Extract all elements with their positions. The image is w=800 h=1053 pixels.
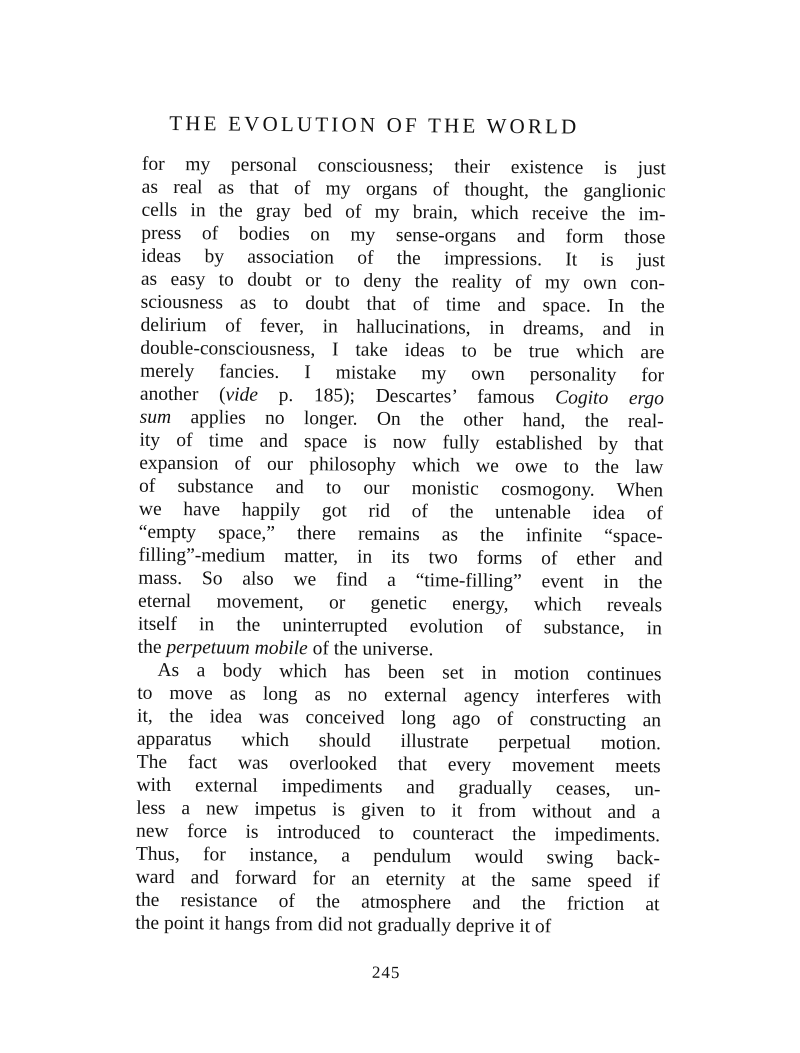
text-run: as real as that of my organs of thought, the ganglionic	[141, 176, 666, 203]
text-run: less a new impetus is given to it from without and a	[136, 797, 661, 824]
text-run: it, the idea was conceived long ago of constructing an	[137, 705, 662, 732]
text-run: ideas by association of the impressions. It is just	[141, 245, 666, 272]
text-run: delirium of fever, in hallucinations, in dreams, and in	[140, 314, 665, 341]
paragraph	[135, 659, 661, 940]
text-run: double-consciousness, I take ideas to be true which are	[140, 337, 665, 364]
text-run: as easy to doubt or to deny the reality of my own con-	[140, 268, 665, 295]
text-run: The fact was overlooked that every movement meets	[136, 751, 661, 778]
text-run: cells in the gray bed of my brain, which receive the im-	[141, 199, 666, 226]
text-run: p. 185); Descartes’ famous	[257, 384, 556, 409]
text-run: Thus, for instance, a pendulum would swing back-	[135, 843, 660, 870]
text-run: new force is introduced to counteract the impediments.	[136, 820, 661, 847]
italic-text: sum	[139, 406, 172, 428]
text-run: of the universe.	[307, 638, 434, 661]
text-run: eternal movement, or genetic energy, which reveals	[138, 590, 663, 617]
text-run: sciousness as to doubt that of time and space. In the	[140, 291, 665, 318]
text-run: with external impediments and gradually ceases, un-	[136, 774, 661, 801]
page-number: 245	[371, 962, 401, 983]
paragraph	[138, 153, 666, 664]
text-run: the	[137, 636, 167, 658]
text-run: apparatus which should illustrate perpetual motion.	[136, 728, 661, 755]
running-head: THE EVOLUTION OF THE WORLD	[169, 110, 580, 139]
text-run: applies no longer. On the other hand, the real-	[171, 407, 664, 433]
text-run: ward and forward for an eternity at the same speed if	[135, 866, 660, 893]
text-run: the resistance of the atmosphere and the friction at	[135, 889, 660, 916]
text-run: to move as long as no external agency interferes with	[137, 682, 662, 709]
text-run: for my personal consciousness; their existence is just	[141, 153, 666, 180]
text-run: As a body which has been set in motion continues	[157, 659, 662, 686]
text-run: of substance and to our monistic cosmogony. When	[139, 475, 664, 502]
italic-text: Cogito ergo	[555, 387, 664, 410]
text-run: filling”-medium matter, in its two forms of ether and	[138, 544, 663, 571]
text-run: ity of time and space is now fully established by that	[139, 429, 664, 456]
text-run: another (	[139, 383, 226, 406]
text-run: the point it hangs from did not gradually deprive it of	[135, 912, 552, 938]
text-line	[135, 912, 659, 940]
text-run: “empty space,” there remains as the infinite “space-	[138, 521, 663, 548]
italic-text: perpetuum mobile	[166, 636, 308, 660]
text-run: mass. So also we find a “time-filling” event in the	[138, 567, 663, 594]
text-run: itself in the uninterrupted evolution of substance, in	[137, 613, 662, 640]
italic-text: vide	[225, 384, 259, 406]
body-text	[135, 153, 666, 940]
text-run: merely fancies. I mistake my own personality for	[140, 360, 665, 387]
text-run: expansion of our philosophy which we owe to the law	[139, 452, 664, 479]
text-run: we have happily got rid of the untenable idea of	[138, 498, 663, 525]
text-run: press of bodies on my sense-organs and form those	[141, 222, 666, 249]
